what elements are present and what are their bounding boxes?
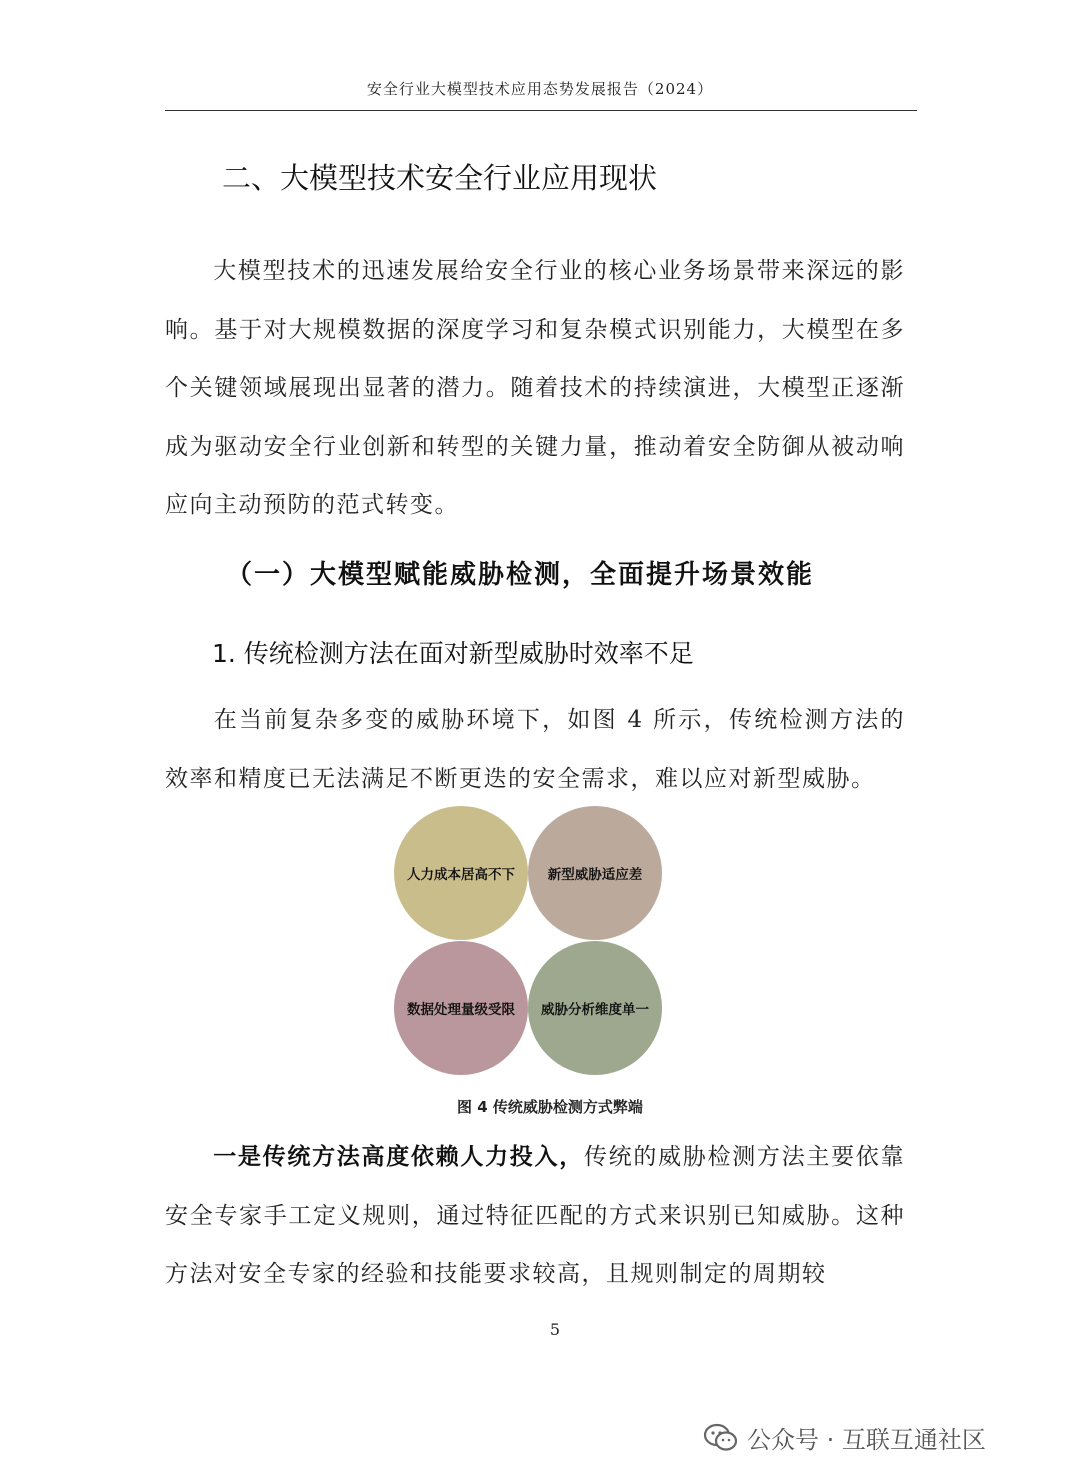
header-divider — [165, 110, 917, 111]
paragraph-2 — [165, 691, 905, 808]
circle-single-dimension — [528, 941, 662, 1075]
section-title: 二、大模型技术安全行业应用现状 — [222, 161, 658, 195]
paragraph-3-text: 传统的威胁检测方法主要依靠安全专家手工定义规则，通过特征匹配的方式来识别已知威胁。这种方法对安全专家的经验和技能要求较高，且规则制定的周期较 — [165, 1144, 906, 1288]
intro-paragraph-text: 大模型技术的迅速发展给安全行业的核心业务场景带来深远的影响。基于对大规模数据的深度学习和复杂模式识别能力，大模型在多个关键领域展现出显著的潜力。随着技术的持续演进，大模型正逐渐成为驱动安全行业创新和转型的关键力量，推动着安全防御从被动响应向主动预防的范式转变。 — [165, 258, 905, 519]
paragraph-3-lead: 一是传统方法高度依赖人力投入， — [213, 1144, 584, 1170]
circle-labor-cost — [394, 806, 528, 940]
circle-label: 人力成本居高不下 — [407, 867, 515, 883]
watermark — [703, 1420, 986, 1455]
page-number: 5 — [549, 1320, 561, 1339]
subsection-title: （一）大模型赋能威胁检测，全面提升场景效能 — [226, 560, 815, 590]
paragraph-3 — [165, 1128, 905, 1304]
circle-label: 威胁分析维度单一 — [541, 1002, 649, 1018]
circle-label: 新型威胁适应差 — [547, 867, 643, 883]
page-header: 安全行业大模型技术应用态势发展报告（2024） — [366, 80, 714, 98]
watermark-text: 公众号 · 互联互通社区 — [747, 1426, 986, 1454]
intro-paragraph — [165, 242, 905, 535]
circle-new-threat-adaptation — [528, 806, 662, 940]
circle-data-volume-limit — [394, 941, 528, 1075]
paragraph-2-text: 在当前复杂多变的威胁环境下，如图 4 所示，传统检测方法的效率和精度已无法满足不断更迭的安全需求，难以应对新型威胁。 — [165, 707, 905, 792]
figure-4-diagram — [394, 805, 662, 1075]
circle-label: 数据处理量级受限 — [407, 1002, 515, 1018]
figure-caption: 图 4 传统威胁检测方式弊端 — [457, 1098, 643, 1116]
item-title: 1. 传统检测方法在面对新型威胁时效率不足 — [212, 639, 694, 668]
wechat-icon — [703, 1423, 739, 1453]
